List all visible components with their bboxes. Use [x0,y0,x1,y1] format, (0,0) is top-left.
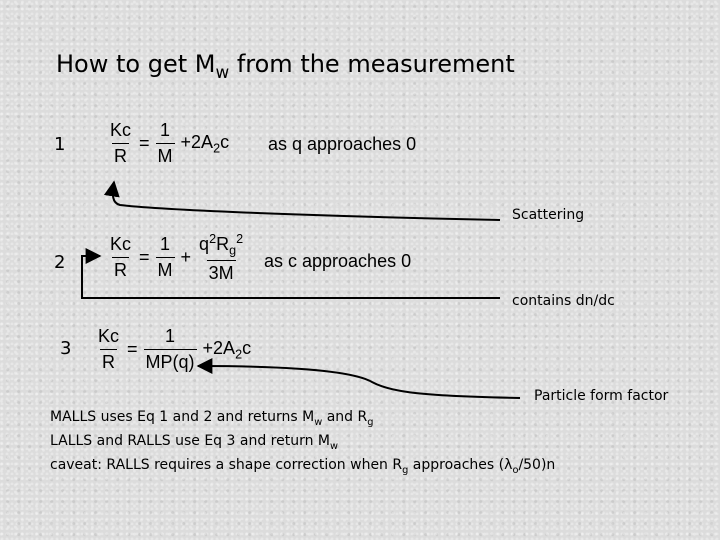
body-line-2: LALLS and RALLS use Eq 3 and return $M_w$ [50,433,339,452]
equation-2-condition: as c approaches 0 [264,251,412,271]
equation-2: $\frac{Kc}{R}$ = $\frac{1}{M}$ + $\frac{q^2R_g^2}{3M}$ [110,232,244,283]
scattering-label: Scattering [512,207,585,223]
dndc-label: contains dn/dc [512,293,615,309]
body-line-1: MALLS uses Eq 1 and 2 and returns $M_w$ and $R_g$ [50,409,374,428]
scattering-arrow [113,182,500,220]
form-factor-arrow [198,366,520,398]
equation-3: $\frac{Kc}{R}$ = $\frac{1}{MP(q)}$ $+2A_2c$ [98,326,252,372]
equation-number-1: 1 [54,134,66,155]
body-line-3: caveat: RALLS requires a shape correction when $R_g$ approaches $(\lambda_o/50)n$ [50,457,556,476]
slide-title: How to get $M_w$ from the measurement [56,50,515,82]
form-factor-label: Particle form factor [534,388,669,404]
equation-1: $\frac{Kc}{R}$ = $\frac{1}{M}$ $+2A_2c$ [110,120,230,166]
equation-number-3: 3 [60,338,72,359]
equation-1-condition: as q approaches 0 [268,134,417,154]
dndc-arrow [82,256,500,298]
equation-number-2: 2 [54,252,66,273]
